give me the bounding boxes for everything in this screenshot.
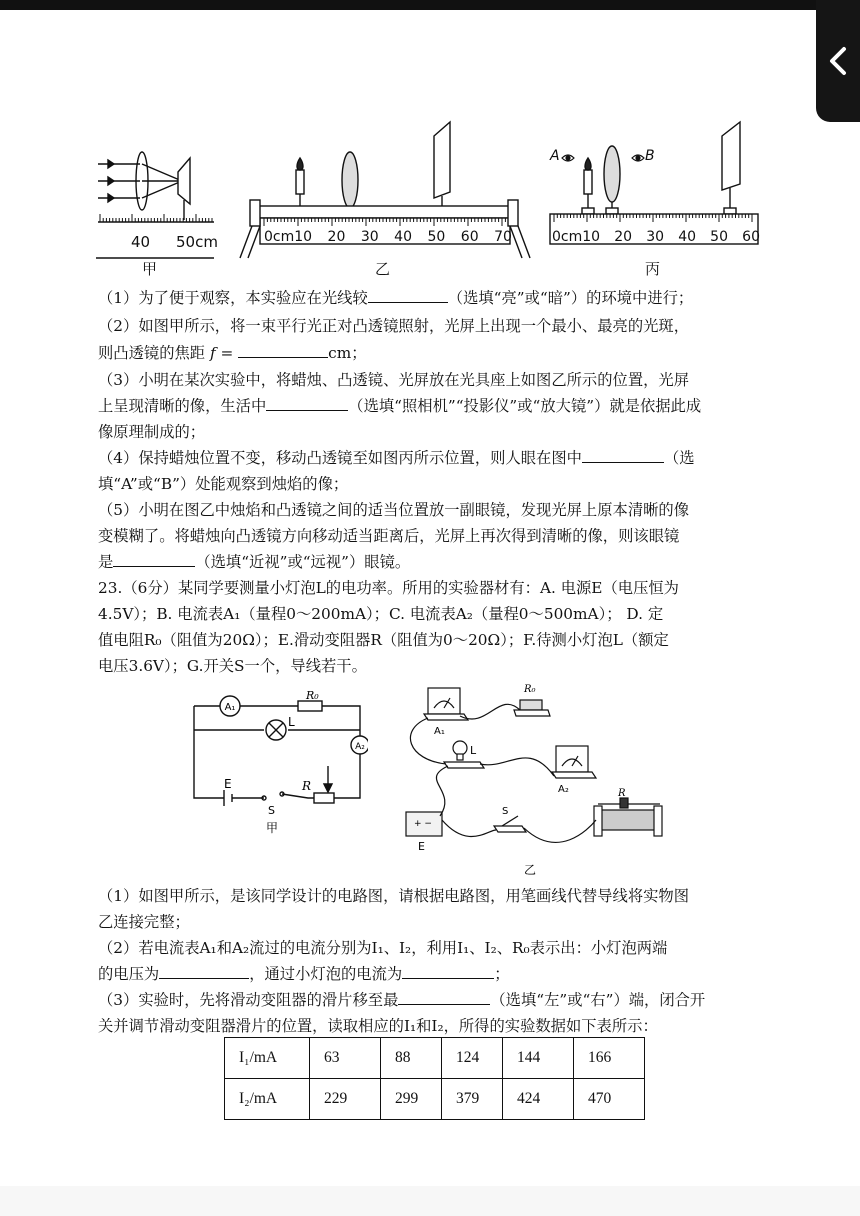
q22-part5b: 变模糊了。将蜡烛向凸透镜方向移动适当距离后，光屏上再次得到清晰的像，则该眼镜 <box>98 527 680 545</box>
q23-sub1: （1）如图甲所示，是该同学设计的电路图，请根据电路图，用笔画线代替导线将实物图 <box>98 887 690 905</box>
q23-sub3: （3）实验时，先将滑动变阻器的滑片移至最 （选填“左”或“右”）端，闭合开 <box>98 991 706 1009</box>
scale-label: 50cm <box>176 233 218 251</box>
q23-line1: 23.（6分）某同学要测量小灯泡L的电功率。所用的实验器材有：A. 电源E（电压恒为 <box>98 579 679 597</box>
eye-b-icon <box>632 155 644 161</box>
scale-label: 70 <box>494 229 512 245</box>
q23-line2: 4.5V）；B. 电流表A₁（量程0～200mA）；C. 电流表A₂（量程0～500mA）； D. 定 <box>98 605 664 623</box>
table-cell: 63 <box>310 1038 381 1079</box>
q22-part2b: 则凸透镜的焦距 f = cm； <box>98 344 367 362</box>
q23-sub2: （2）若电流表A₁和A₂流过的电流分别为I₁、I₂，利用I₁、I₂、R₀表示出：小灯泡两端 <box>98 939 668 957</box>
eye-label-a: A <box>550 148 560 164</box>
a2-label: A₂ <box>558 784 569 795</box>
answer-blank[interactable] <box>582 448 664 463</box>
chevron-left-icon <box>826 45 850 77</box>
scale-label: 60 <box>460 229 479 245</box>
q23-sub3b: 关并调节滑动变阻器滑片的位置，读取相应的I₁和I₂，所得的实验数据如下表所示： <box>98 1017 658 1035</box>
scale-label: 60 <box>742 229 760 245</box>
table-row <box>225 1038 645 1079</box>
table-cell: 299 <box>381 1079 442 1120</box>
table-cell: 424 <box>503 1079 574 1120</box>
answer-blank[interactable] <box>113 552 195 567</box>
scale-label: 0cm10 <box>264 229 313 245</box>
q22-part5c: 是 （选填“近视”或“远视”）眼镜。 <box>98 553 411 571</box>
q23-line3: 值电阻R₀（阻值为20Ω）；E.滑动变阻器R（阻值为0～20Ω）；F.待测小灯泡L（额定 <box>98 631 669 649</box>
q22-part4b: 填“A”或“B”）处能观察到烛焰的像； <box>98 475 349 493</box>
figure-caption: 丙 <box>645 260 661 278</box>
answer-blank[interactable] <box>402 964 494 979</box>
q22-part3c: 像原理制成的； <box>98 423 206 441</box>
scale-label: 30 <box>360 229 379 245</box>
ammeter-a2-label: A₂ <box>355 742 365 752</box>
answer-blank[interactable] <box>368 288 448 303</box>
battery-terminals: + − <box>414 819 432 829</box>
r0-label: R₀ <box>306 690 319 702</box>
figure-caption: 甲 <box>142 260 158 278</box>
rheostat-label: R <box>618 788 626 799</box>
bottom-strip <box>0 1186 860 1216</box>
answer-blank[interactable] <box>398 990 490 1005</box>
q23-sub1b: 乙连接完整； <box>98 913 190 931</box>
top-bar <box>0 0 860 10</box>
table-cell: 166 <box>574 1038 645 1079</box>
lamp-label: L <box>470 744 477 757</box>
battery-label: E <box>418 840 425 853</box>
table-cell: 379 <box>442 1079 503 1120</box>
answer-blank[interactable] <box>266 396 348 411</box>
scale-label: 20 <box>327 229 346 245</box>
scale-label: 40 <box>678 229 697 245</box>
switch-label: S <box>502 806 509 817</box>
scale-label: 50 <box>427 229 446 245</box>
scale-label: 20 <box>614 229 633 245</box>
table-row <box>225 1079 645 1120</box>
lamp-label: L <box>288 715 295 729</box>
scale-label: 40 <box>131 233 151 251</box>
scale-label: 0cm10 <box>552 229 601 245</box>
ammeter-a1-label: A₁ <box>224 702 236 713</box>
table-cell: 229 <box>310 1079 381 1120</box>
answer-blank[interactable] <box>159 964 249 979</box>
table-cell: 144 <box>503 1038 574 1079</box>
answer-blank[interactable] <box>238 343 328 358</box>
table-cell: 124 <box>442 1038 503 1079</box>
figure-caption: 乙 <box>524 863 537 876</box>
switch-label: S <box>268 804 275 817</box>
q22-part2: （2）如图甲所示，将一束平行光正对凸透镜照射，光屏上出现一个最小、最亮的光斑， <box>98 317 690 335</box>
figure-caption: 乙 <box>375 260 391 278</box>
eye-label-b: B <box>645 148 655 164</box>
table-cell: 88 <box>381 1038 442 1079</box>
eye-a-icon <box>562 155 574 161</box>
back-button[interactable] <box>816 0 860 122</box>
q22-part4: （4）保持蜡烛位置不变，移动凸透镜至如图丙所示位置，则人眼在图中 （选 <box>98 449 695 467</box>
scale-label: 30 <box>646 229 665 245</box>
source-label: E <box>224 777 232 791</box>
scale-label: 40 <box>394 229 412 245</box>
a1-label: A₁ <box>434 726 445 737</box>
table-cell: 470 <box>574 1079 645 1120</box>
bing-scale <box>552 229 760 245</box>
q22-part1: （1）为了便于观察，本实验应在光线较 （选填“亮”或“暗”）的环境中进行； <box>98 289 694 307</box>
circuit-diagram <box>188 690 368 840</box>
figure-caption: 甲 <box>266 821 279 835</box>
bench-scale <box>264 229 512 245</box>
data-table <box>224 1037 645 1120</box>
r0-label: R₀ <box>524 684 536 695</box>
scale-label: 50 <box>710 229 728 245</box>
q22-part3: （3）小明在某次实验中，将蜡烛、凸透镜、光屏放在光具座上如图乙所示的位置，光屏 <box>98 371 690 389</box>
row-header: I₂/mA <box>225 1079 310 1120</box>
q23-sub2b: 的电压为 ，通过小灯泡的电流为 ； <box>98 965 510 983</box>
rheostat-label: R <box>302 779 312 793</box>
q23-line4: 电压3.6V）；G.开关S一个，导线若干。 <box>98 657 367 675</box>
row-header: I₁/mA <box>225 1038 310 1079</box>
q22-part3b: 上呈现清晰的像，生活中 （选填“照相机”“投影仪”或“放大镜”）就是依据此成 <box>98 397 702 415</box>
q22-part5: （5）小明在图乙中烛焰和凸透镜之间的适当位置放一副眼镜，发现光屏上原本清晰的像 <box>98 501 690 519</box>
physical-diagram <box>398 680 698 876</box>
